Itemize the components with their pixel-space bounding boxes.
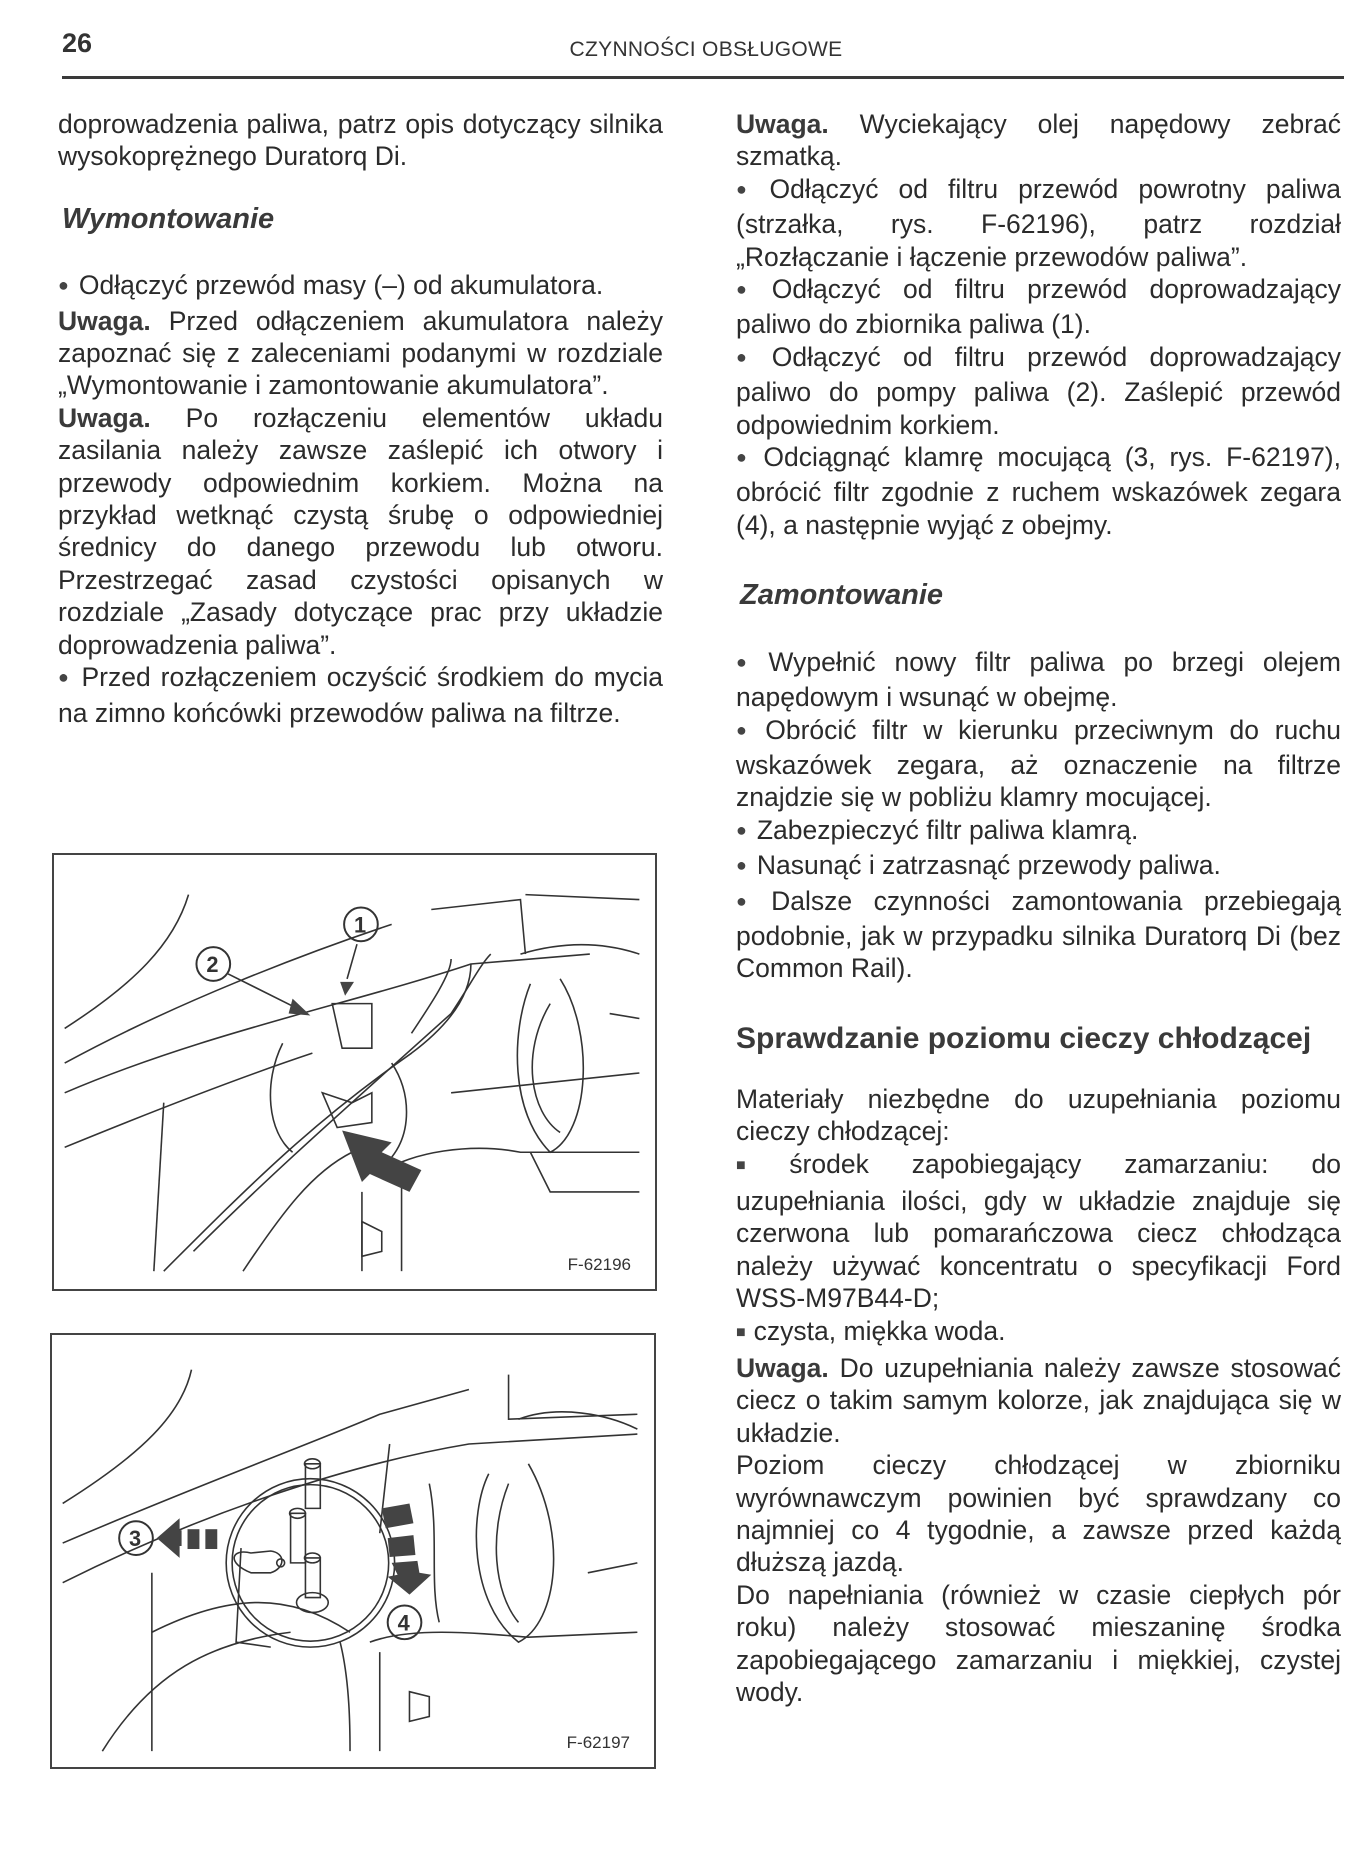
svg-text:2: 2 [206,951,219,977]
install-heading: Zamontowanie [740,579,944,612]
fuel-filter-removal-illustration [52,1335,654,1767]
removal-heading: Wymontowanie [62,202,275,235]
svg-text:4: 4 [397,1610,410,1636]
note-1: Uwaga. Przed odłączeniem akumulatora należy zapoznać się z zaleceniami podanymi w rozdziale „Wymontowanie i zamontowanie akumulatora”. [58,305,663,401]
install-step-4: ● Nasunąć i zatrzasnąć przewody paliwa. [736,849,1341,884]
note-2: Uwaga. Po rozłączeniu elementów układu zasilania należy zawsze zaślepić ich otwory i przewody odpowiednim korkiem. Można na przykład wetknąć czystą śrubę o odpowiedniej średnicy do danego przewodu lub otworu. Przestrzegać zasad czystości opisanych w rozdziale „Zasady dotyczące prac przy układzie doprowadzenia paliwa”. [58,402,663,660]
note-3: Uwaga. Wyciekający olej napędowy zebrać szmatką. [736,109,1341,172]
install-step-1: ● Wypełnić nowy filtr paliwa po brzegi olejem napędowym i wsunąć w obejmę. [736,646,1341,714]
install-step-5: ● Dalsze czynności zamontowania przebiegają podobnie, jak w przypadku silnika Duratorq Di (bez Common Rail). [736,885,1341,985]
svg-text:1: 1 [354,912,367,938]
material-item-2: ■ czysta, miękka woda. [736,1315,1341,1352]
intro-paragraph: doprowadzenia paliwa, patrz opis dotyczący silnika wysokoprężnego Duratorq Di. [58,109,663,172]
note-label: Uwaga. [58,402,151,433]
note-label: Uwaga. [736,1353,829,1383]
figure-id: F-62196 [567,1255,631,1274]
material-item-1: ■ środek zapobiegający zamarzaniu: do uzupełniania ilości, gdy w układzie znajduje się czerwona lub pomarańczowa ciecz chłodząca należy używać koncentratu o specyfikacji Ford WSS-M97B44-D; [736,1148,1341,1315]
coolant-section-heading: Sprawdzanie poziomu cieczy chłodzącej [736,1021,1312,1055]
note-label: Uwaga. [736,109,829,139]
figure-id: F-62197 [566,1733,630,1752]
removal-step-6: ● Odciągnąć klamrę mocującą (3, rys. F-62197), obrócić filtr zgodnie z ruchem wskazówek zegara (4), a następnie wyjąć z obejmy. [736,441,1341,541]
removal-step-5: ● Odłączyć od filtru przewód doprowadzający paliwo do pompy paliwa (2). Zaślepić przewód odpowiednim korkiem. [736,341,1341,441]
removal-step-3: ● Odłączyć od filtru przewód powrotny paliwa (strzałka, rys. F-62196), patrz rozdział „Rozłączanie i łączenie przewodów paliwa”. [736,173,1341,273]
right-column [736,108,1341,1708]
fuel-filter-lines-illustration [54,855,655,1289]
install-step-3: ● Zabezpieczyć filtr paliwa klamrą. [736,814,1341,849]
note-4: Uwaga. Do uzupełniania należy zawsze stosować ciecz o takim samym kolorze, jak znajdująca się w układzie. [736,1353,1341,1448]
header-rule [62,76,1344,79]
coolant-check-paragraph: Poziom cieczy chłodzącej w zbiorniku wyrównawczym powinien być sprawdzany co najmniej co 4 tygodnie, a zawsze przed każdą dłuższą jazdą. [736,1450,1341,1578]
coolant-fill-paragraph: Do napełniania (również w czasie ciepłych pór roku) należy stosować mieszaninę środka zapobiegającego zamarzaniu i miękkiej, czystej wody. [736,1579,1341,1708]
figure-f62196 [52,853,657,1291]
note-label: Uwaga. [58,305,151,336]
left-column [58,108,663,729]
figure-f62197 [50,1333,656,1769]
removal-step-2: ● Przed rozłączeniem oczyścić środkiem do mycia na zimno końcówki przewodów paliwa na filtrze. [58,661,663,729]
svg-text:3: 3 [129,1526,142,1552]
removal-step-1: ● Odłączyć przewód masy (–) od akumulatora. [58,269,663,304]
materials-intro: Materiały niezbędne do uzupełniania poziomu cieczy chłodzącej: [736,1083,1341,1147]
install-step-2: ● Obrócić filtr w kierunku przeciwnym do ruchu wskazówek zegara, aż oznaczenie na filtrze znajdzie się w pobliżu klamry mocującej. [736,714,1341,814]
running-title: CZYNNOŚCI OBSŁUGOWE [569,38,843,61]
removal-step-4: ● Odłączyć od filtru przewód doprowadzający paliwo do zbiornika paliwa (1). [736,273,1341,341]
page-number: 26 [62,28,93,58]
